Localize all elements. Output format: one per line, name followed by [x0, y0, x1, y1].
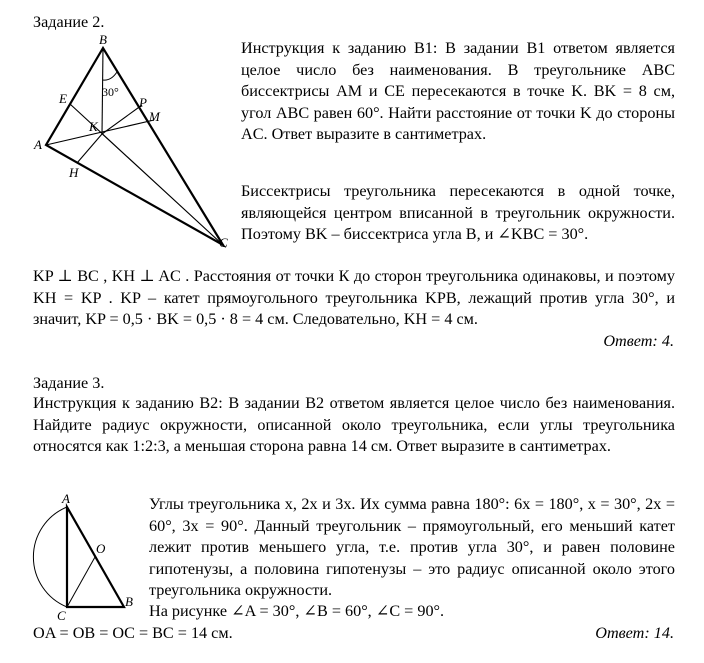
- segment-oc: [67, 557, 95, 607]
- circumcircle-arc: [33, 507, 67, 607]
- label-b: B: [99, 32, 107, 47]
- task3-figure: [30, 493, 150, 623]
- bisector-am: [46, 120, 154, 145]
- task3-solution: Углы треугольника x, 2x и 3x. Их сумма равна 180°: 6x = 180°, x = 30°, 2x = 60°, 3x = 90°. Данный треугольник – прямоугольный, его меньший катет лежит против меньшего угла, т.е. против угла 30°, и равен половине гипотенузы, а половина гипотенузы – это радиус описанной около этого треугольника окружности.: [149, 495, 675, 599]
- angle-arc: [103, 72, 117, 80]
- segment-kh: [77, 134, 102, 163]
- task2-solution-bottom: KP ⊥ BC , KH ⊥ AC . Расстояния от точки К до сторон треугольника одинаковы, и поэтому KH = KP . KP – катет прямоугольного треугольника KPB, лежащий против угла 30°, и значит, KP = 0,5 · BK = 0,5 · 8 = 4 см. Следовательно, KH = 4 см.: [33, 267, 675, 328]
- task2-heading: Задание 2.: [33, 13, 105, 31]
- label-o: O: [96, 541, 106, 556]
- label-c: C: [219, 235, 228, 250]
- label-a: A: [34, 137, 42, 152]
- task3-instruction: Инструкция к заданию B2: В задании B2 ответом является целое число без наименования. Найдите радиус окружности, описанной около треугольника, если углы треугольника относятся как 1:2:3, а меньшая сторона равна 14 см. Ответ выразите в сантиметрах.: [33, 394, 675, 455]
- label-p: P: [139, 95, 147, 110]
- task2-figure: [28, 28, 238, 260]
- label-c: C: [57, 608, 66, 623]
- ray-bk-ext: [102, 134, 223, 245]
- task2-instruction: Инструкция к заданию B1: В задании B1 ответом является целое число без наименования. В треугольнике ABC биссектрисы AM и CE пересекаются в точке K. BK = 8 см, угол ABC равен 60°. Найти расстояние от точки K до стороны AC. Ответ выразите в сантиметрах.: [241, 39, 675, 143]
- label-angle-30: 30°: [102, 85, 119, 99]
- label-a: A: [62, 493, 70, 506]
- label-e: E: [59, 91, 67, 106]
- label-k: K: [89, 119, 98, 134]
- task2-answer: Ответ: 4.: [603, 332, 674, 350]
- task3-final-equation: OA = OB = OC = BC = 14 см.: [33, 624, 233, 642]
- task3-heading: Задание 3.: [33, 374, 105, 392]
- label-h: H: [69, 165, 79, 180]
- label-b: B: [125, 594, 133, 609]
- segment-kp: [102, 105, 142, 134]
- label-m: M: [149, 109, 160, 124]
- task3-angles-line: На рисунке ∠A = 30°, ∠B = 60°, ∠C = 90°.: [149, 602, 445, 620]
- triangle-abc: [46, 48, 223, 245]
- task2-solution-top: Биссектрисы треугольника пересекаются в одной точке, являющейся центром вписанной в треугольник окружности. Поэтому BK – биссектриса угла B, и ∠KBC = 30°.: [241, 182, 675, 243]
- task3-answer: Ответ: 14.: [595, 624, 674, 642]
